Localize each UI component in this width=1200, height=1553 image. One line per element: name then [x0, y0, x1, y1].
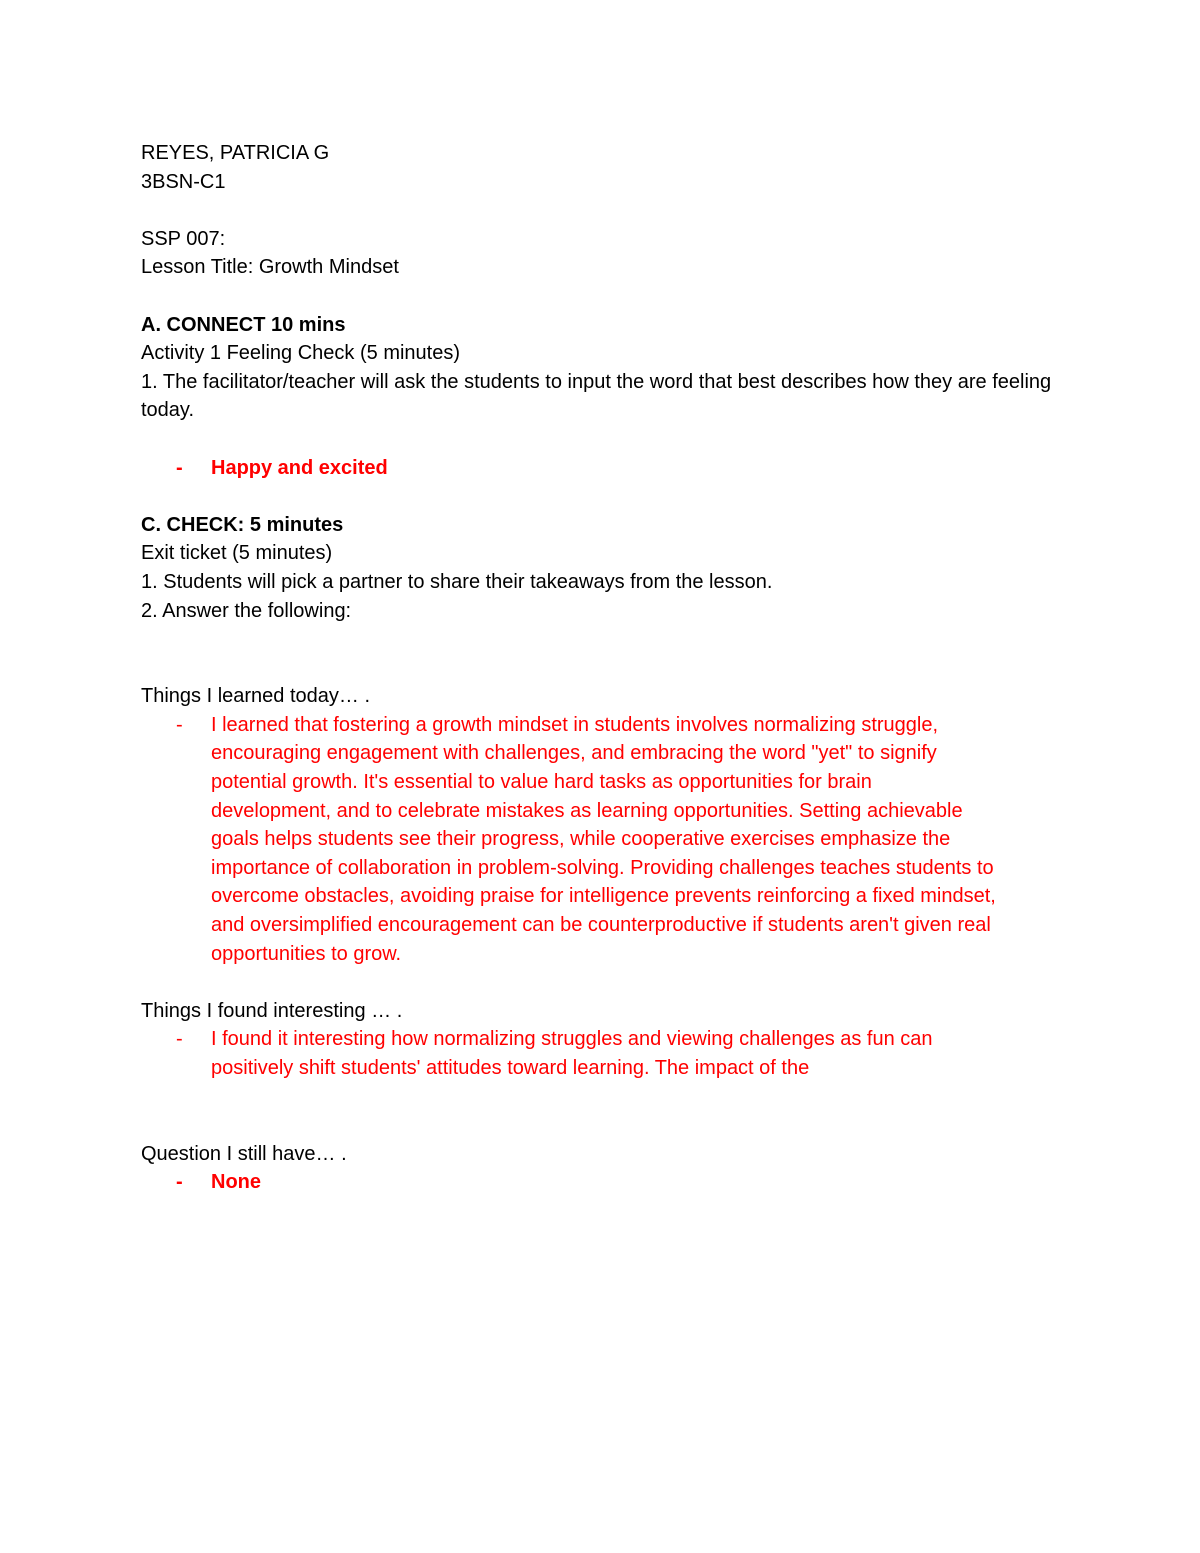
spacer: [141, 196, 1061, 225]
connect-activity: Activity 1 Feeling Check (5 minutes): [141, 342, 461, 365]
spacer: [141, 1111, 1061, 1140]
exit-ticket: Exit ticket (5 minutes): [141, 542, 333, 565]
bullet-dash: -: [176, 1171, 183, 1194]
spacer: [141, 625, 1061, 654]
feeling-answer-item: [141, 454, 1061, 483]
question-answer: None: [211, 1171, 261, 1194]
connect-instruction: 1. The facilitator/teacher will ask the students to input the word that best describes how they are feeling today.: [141, 370, 1052, 422]
interesting-line: I found it interesting how normalizing struggles and viewing challenges as fun can: [211, 1028, 933, 1051]
spacer: [141, 1083, 1061, 1112]
bullet-dash: -: [176, 713, 183, 736]
spacer: [141, 282, 1061, 311]
spacer: [141, 482, 1061, 511]
course-code: SSP 007:: [141, 227, 226, 250]
question-answer-item: [141, 1168, 1061, 1197]
interesting-line: positively shift students' attitudes toward learning. The impact of the: [211, 1057, 810, 1079]
check-item-2: 2. Answer the following:: [141, 599, 352, 622]
learned-prompt: Things I learned today… .: [141, 685, 371, 708]
bullet-dash: -: [176, 1028, 183, 1051]
lesson-title: Lesson Title: Growth Mindset: [141, 256, 399, 279]
feeling-answer: Happy and excited: [211, 456, 388, 479]
learned-line: encouraging engagement with challenges, and embracing the word "yet" to signify: [211, 742, 937, 765]
spacer: [141, 425, 1061, 454]
learned-line: goals helps students see their progress, while cooperative exercises emphasize the: [211, 828, 951, 851]
spacer: [141, 654, 1061, 683]
learned-line: I learned that fostering a growth mindset in students involves normalizing struggle,: [211, 713, 939, 736]
learned-line: development, and to celebrate mistakes as learning opportunities. Setting achievable: [211, 799, 963, 822]
spacer: [141, 968, 1061, 997]
question-prompt: Question I still have… .: [141, 1142, 347, 1165]
learned-line: overcome obstacles, avoiding praise for intelligence prevents reinforcing a fixed mindset,: [211, 885, 996, 908]
interesting-prompt: Things I found interesting … .: [141, 999, 403, 1022]
learned-line: importance of collaboration in problem-solving. Providing challenges teaches students to: [211, 856, 994, 879]
connect-heading: A. CONNECT 10 mins: [141, 313, 346, 336]
learned-line: opportunities to grow.: [211, 942, 402, 965]
check-item-1: 1. Students will pick a partner to share their takeaways from the lesson.: [141, 570, 773, 593]
document-page: [141, 139, 1061, 1197]
interesting-answer-item: [141, 1025, 1061, 1082]
learned-line: and oversimplified encouragement can be counterproductive if students aren't given real: [211, 914, 991, 937]
learned-answer-item: [141, 711, 1061, 968]
learned-line: potential growth. It's essential to value hard tasks as opportunities for brain: [211, 771, 872, 794]
bullet-dash: -: [176, 456, 183, 479]
student-name: REYES, PATRICIA G: [141, 142, 330, 164]
student-section: 3BSN-C1: [141, 170, 226, 193]
check-heading: C. CHECK: 5 minutes: [141, 513, 344, 536]
